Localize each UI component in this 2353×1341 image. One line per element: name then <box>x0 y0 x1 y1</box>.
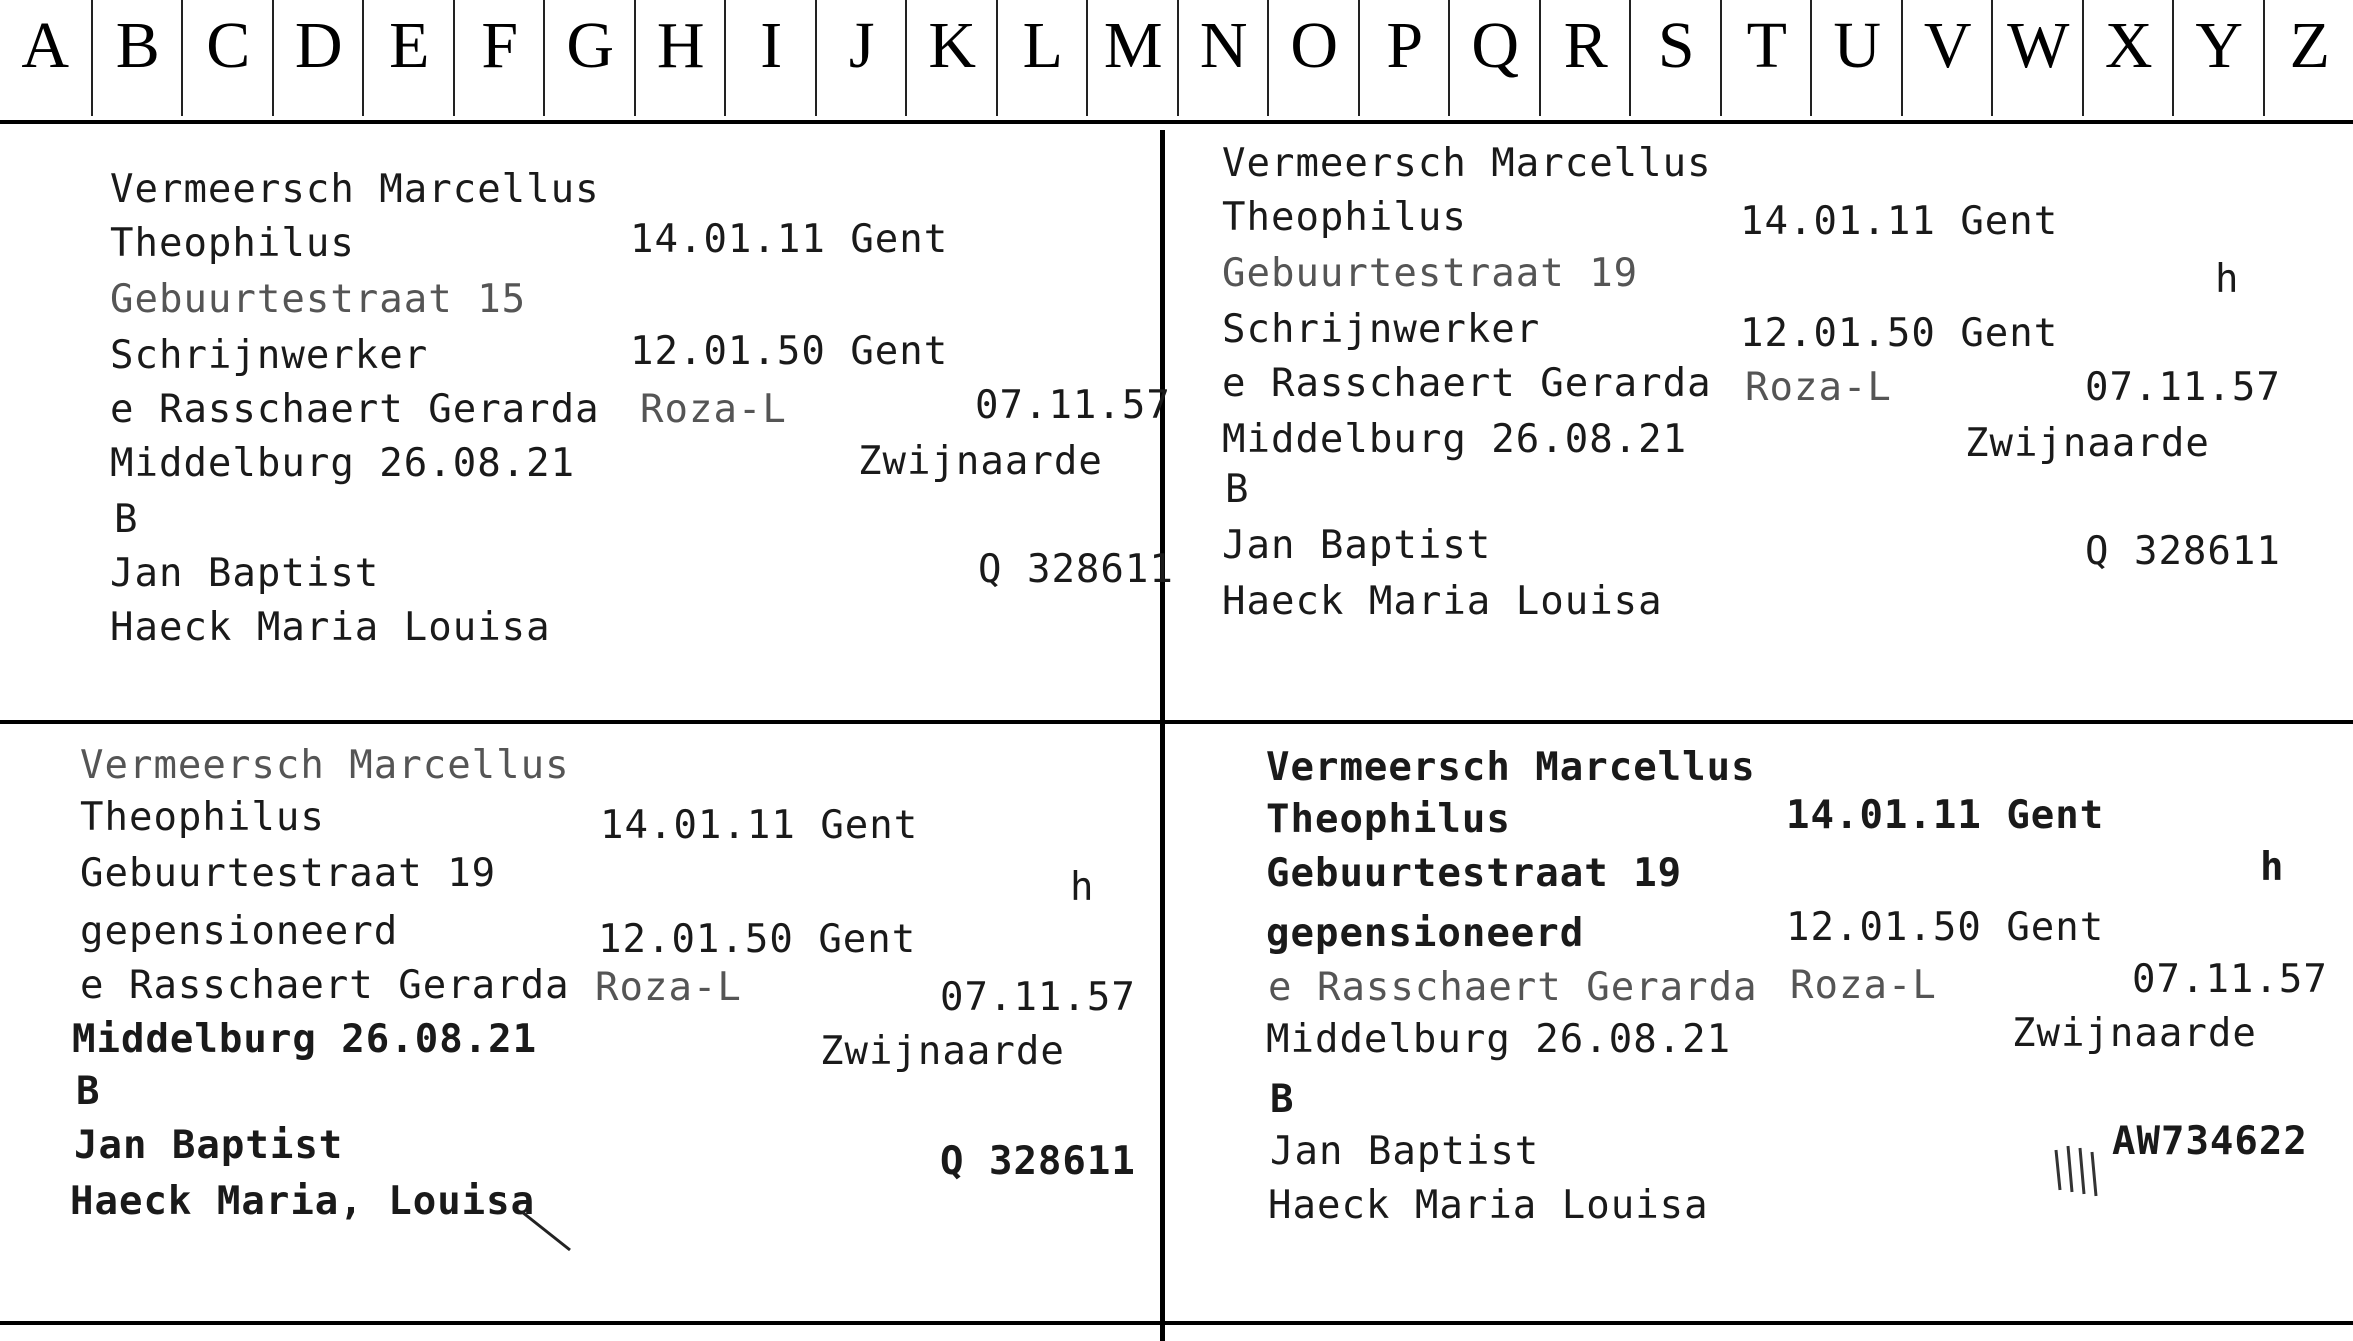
card-birth: 14.01.11 Gent <box>1786 793 2105 838</box>
card-marriage-date: 07.11.57 <box>975 383 1171 428</box>
alphabet-letter: O <box>1290 9 1339 82</box>
card-occupation: Schrijnwerker <box>1222 307 1541 352</box>
card-first-name: Theophilus <box>1266 797 1511 842</box>
card-occupation-date: 12.01.50 Gent <box>630 329 949 374</box>
alphabet-tab-b <box>91 0 184 116</box>
alphabet-letter: D <box>294 9 343 82</box>
card-letter-code: B <box>114 497 139 542</box>
alphabet-tab-s <box>1629 0 1722 116</box>
alphabet-tab-j <box>815 0 908 116</box>
horizontal-divider-left <box>0 720 1163 724</box>
card-spouse: e Rasschaert Gerarda <box>1222 361 1712 406</box>
card-first-name: Theophilus <box>80 795 325 840</box>
card-father: Jan Baptist <box>74 1123 344 1168</box>
card-birth: 14.01.11 Gent <box>630 217 949 262</box>
card-letter-code: B <box>1270 1077 1295 1122</box>
alphabet-tab-l <box>996 0 1089 116</box>
horizontal-divider-right <box>1165 720 2353 724</box>
alphabet-letter: K <box>928 9 977 82</box>
alphabet-tab-e <box>362 0 455 116</box>
card-letter-code: B <box>76 1069 101 1114</box>
card-father: Jan Baptist <box>1222 523 1492 568</box>
card-id-number: AW734622 <box>2112 1119 2308 1164</box>
card-street: Gebuurtestraat 19 <box>1266 851 1683 896</box>
alphabet-letter: F <box>481 9 519 82</box>
alphabet-letter: R <box>1563 9 1608 82</box>
alphabet-letter: N <box>1199 9 1248 82</box>
card-id-number: Q 328611 <box>2085 529 2281 574</box>
alphabet-tab-g <box>543 0 636 116</box>
card-birth: 14.01.11 Gent <box>600 803 919 848</box>
card-id-number: Q 328611 <box>978 547 1174 592</box>
vertical-divider <box>1160 130 1165 1341</box>
alphabet-tab-v <box>1901 0 1994 116</box>
alphabet-letter: Y <box>2195 9 2244 82</box>
alphabet-tab-u <box>1810 0 1903 116</box>
card-spouse-second: Roza-L <box>1790 963 1937 1008</box>
card-spouse: e Rasschaert Gerarda <box>110 387 600 432</box>
card-father: Jan Baptist <box>110 551 380 596</box>
alphabet-letter: P <box>1386 9 1424 82</box>
card-name: Vermeersch Marcellus <box>1266 745 1756 790</box>
card-spouse-birth: Middelburg 26.08.21 <box>110 441 576 486</box>
alphabet-letter: W <box>2007 9 2070 82</box>
card-spouse: e Rasschaert Gerarda <box>1268 965 1758 1010</box>
card-occupation: Schrijnwerker <box>110 333 429 378</box>
card-mother: Haeck Maria Louisa <box>1222 579 1663 624</box>
card-spouse-second: Roza-L <box>1745 365 1892 410</box>
card-name: Vermeersch Marcellus <box>1222 141 1712 186</box>
alphabet-tab-m <box>1086 0 1179 116</box>
alphabet-letter: J <box>848 9 875 82</box>
card-first-name: Theophilus <box>1222 195 1467 240</box>
alphabet-letter: B <box>115 9 160 82</box>
alphabet-letter: S <box>1657 9 1695 82</box>
alphabet-letter: V <box>1923 9 1972 82</box>
alphabet-tab-w <box>1991 0 2084 116</box>
alphabet-tab-k <box>905 0 998 116</box>
card-birth: 14.01.11 Gent <box>1740 199 2059 244</box>
card-marriage-date: 07.11.57 <box>2132 957 2328 1002</box>
card-first-name: Theophilus <box>110 221 355 266</box>
card-marriage-date: 07.11.57 <box>940 975 1136 1020</box>
card-father: Jan Baptist <box>1270 1129 1540 1174</box>
card-spouse-birth: Middelburg 26.08.21 <box>1222 417 1688 462</box>
alphabet-letter: Q <box>1471 9 1520 82</box>
card-spouse-second: Roza-L <box>640 387 787 432</box>
alphabet-letter: G <box>566 9 615 82</box>
card-spouse-birth: Middelburg 26.08.21 <box>1266 1017 1732 1062</box>
alphabet-letter: M <box>1103 9 1163 82</box>
card-residence: Zwijnaarde <box>1965 421 2210 466</box>
alphabet-letter: X <box>2104 9 2153 82</box>
card-mother: Haeck Maria, Louisa <box>70 1179 536 1224</box>
card-residence: Zwijnaarde <box>820 1029 1065 1074</box>
card-street: Gebuurtestraat 19 <box>1222 251 1639 296</box>
card-occupation: gepensioneerd <box>80 909 399 954</box>
alphabet-letter: U <box>1833 9 1882 82</box>
card-mark: h <box>2260 845 2285 890</box>
alphabet-tab-i <box>724 0 817 116</box>
card-street: Gebuurtestraat 19 <box>80 851 497 896</box>
card-marriage-date: 07.11.57 <box>2085 365 2281 410</box>
card-name: Vermeersch Marcellus <box>110 167 600 212</box>
alphabet-tab-q <box>1448 0 1541 116</box>
card-spouse-birth: Middelburg 26.08.21 <box>72 1017 538 1062</box>
alphabet-tab-f <box>453 0 546 116</box>
alphabet-tab-c <box>181 0 274 116</box>
bottom-rule-right <box>1165 1321 2353 1325</box>
alphabet-index <box>0 0 2353 124</box>
alphabet-letter: H <box>656 9 705 82</box>
alphabet-tab-t <box>1720 0 1813 116</box>
alphabet-letter: Z <box>2289 9 2330 82</box>
card-name: Vermeersch Marcellus <box>80 743 570 788</box>
alphabet-letter: I <box>760 9 783 82</box>
card-occupation-date: 12.01.50 Gent <box>1740 311 2059 356</box>
alphabet-tab-d <box>272 0 365 116</box>
alphabet-tab-y <box>2172 0 2265 116</box>
stamp-tally-mark <box>2050 1140 2120 1200</box>
card-spouse: e Rasschaert Gerarda <box>80 963 570 1008</box>
pen-stroke-mark <box>520 1206 580 1256</box>
alphabet-letter: T <box>1746 9 1787 82</box>
alphabet-tab-r <box>1539 0 1632 116</box>
alphabet-tab-n <box>1177 0 1270 116</box>
alphabet-tab-a <box>0 0 91 116</box>
card-spouse-second: Roza-L <box>595 965 742 1010</box>
alphabet-letter: A <box>21 9 70 82</box>
card-id-number: Q 328611 <box>940 1139 1136 1184</box>
card-occupation: gepensioneerd <box>1266 911 1585 956</box>
card-street: Gebuurtestraat 15 <box>110 277 527 322</box>
card-residence: Zwijnaarde <box>2012 1011 2257 1056</box>
alphabet-tab-x <box>2082 0 2175 116</box>
alphabet-letter: L <box>1022 9 1063 82</box>
alphabet-tab-p <box>1358 0 1451 116</box>
card-residence: Zwijnaarde <box>858 439 1103 484</box>
alphabet-letter: C <box>206 9 251 82</box>
alphabet-letter: E <box>389 9 430 82</box>
card-occupation-date: 12.01.50 Gent <box>1786 905 2105 950</box>
card-mark: h <box>2215 257 2240 302</box>
alphabet-tab-h <box>634 0 727 116</box>
bottom-rule-left <box>0 1321 1163 1325</box>
alphabet-tab-o <box>1267 0 1360 116</box>
card-mother: Haeck Maria Louisa <box>110 605 551 650</box>
card-occupation-date: 12.01.50 Gent <box>598 917 917 962</box>
card-mark: h <box>1070 865 1095 910</box>
alphabet-tab-z <box>2263 0 2353 116</box>
card-mother: Haeck Maria Louisa <box>1268 1183 1709 1228</box>
card-letter-code: B <box>1225 467 1250 512</box>
